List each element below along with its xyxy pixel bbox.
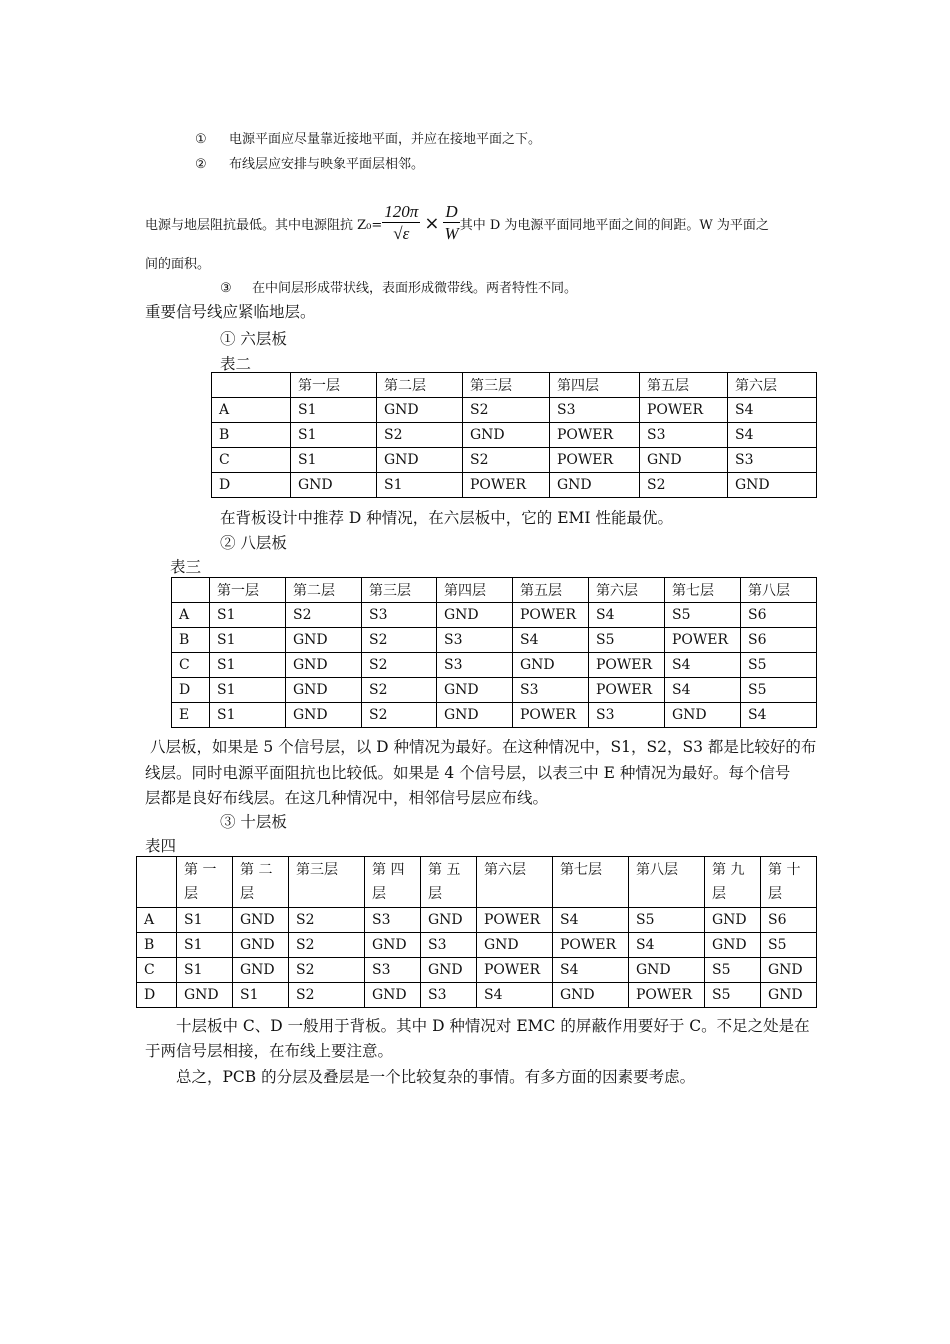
table-cell: A: [137, 908, 177, 933]
table-cell: S1: [210, 703, 286, 728]
table-cell: GND: [233, 958, 289, 983]
table-cell: S4: [665, 678, 741, 703]
table-cell: S4: [728, 398, 817, 423]
table-cell: E: [172, 703, 210, 728]
table-cell: POWER: [463, 473, 550, 498]
table-cell: GND: [365, 933, 421, 958]
table-cell: POWER: [665, 628, 741, 653]
table-cell: GND: [513, 653, 589, 678]
table-cell: GND: [421, 958, 477, 983]
table-row: [212, 448, 817, 473]
table-cell: POWER: [629, 983, 705, 1008]
table-cell: S5: [761, 933, 817, 958]
table-cell: GND: [421, 908, 477, 933]
table-cell: S2: [463, 398, 550, 423]
table-cell: S4: [629, 933, 705, 958]
table-header-cell: 第 九 层: [705, 857, 761, 908]
table-header-cell: 第 十 层: [761, 857, 817, 908]
table-header-cell: [212, 373, 291, 398]
formula-before: 电源与地层阻抗最低。其中电源阻抗 Z₀=: [145, 217, 383, 233]
table-cell: S3: [365, 908, 421, 933]
table-six-layer: [211, 372, 817, 498]
eight-layer-note-line-2: 线层。同时电源平面阻抗也比较低。如果是 4 个信号层，以表三中 E 种情况为最好。每个信号: [145, 764, 791, 782]
table-cell: S3: [365, 958, 421, 983]
table-header-cell: 第七层: [665, 578, 741, 603]
table-cell: S2: [289, 908, 365, 933]
table-cell: S2: [289, 983, 365, 1008]
table-cell: S5: [589, 628, 665, 653]
table-row: [172, 678, 817, 703]
table-cell: S5: [705, 958, 761, 983]
table-header-row: [172, 578, 817, 603]
table-cell: GND: [233, 908, 289, 933]
list-marker: ①: [195, 132, 207, 147]
table-cell: GND: [728, 473, 817, 498]
table-cell: S2: [362, 678, 437, 703]
table-cell: GND: [286, 703, 362, 728]
table3-caption: 表三: [170, 558, 202, 576]
list-marker: ②: [195, 157, 207, 172]
summary-line: 总之，PCB 的分层及叠层是一个比较复杂的事情。有多方面的因素要考虑。: [176, 1068, 696, 1086]
table-cell: S2: [362, 703, 437, 728]
table-header-cell: 第二层: [377, 373, 463, 398]
table-cell: GND: [640, 448, 728, 473]
table-header-cell: 第八层: [629, 857, 705, 908]
table-header-cell: 第五层: [640, 373, 728, 398]
table-eight-layer: [171, 577, 817, 728]
table-cell: D: [137, 983, 177, 1008]
table-cell: S4: [553, 908, 629, 933]
table-cell: S4: [513, 628, 589, 653]
table-header-cell: 第四层: [550, 373, 640, 398]
formula-after: 其中 D 为电源平面同地平面之间的间距。W 为平面之: [459, 217, 769, 233]
table-cell: GND: [286, 628, 362, 653]
formula-continuation: 间的面积。: [145, 257, 211, 272]
table-header-cell: 第四层: [437, 578, 513, 603]
table-row: [212, 423, 817, 448]
table-cell: S4: [728, 423, 817, 448]
table-header-cell: [172, 578, 210, 603]
table-header-cell: 第六层: [477, 857, 553, 908]
times-symbol: ×: [424, 212, 440, 234]
table-cell: GND: [761, 958, 817, 983]
table-cell: C: [172, 653, 210, 678]
list-item-3: [220, 277, 577, 296]
table-header-cell: 第 一 层: [177, 857, 233, 908]
table-header-cell: 第五层: [513, 578, 589, 603]
table-cell: GND: [463, 423, 550, 448]
table-cell: GND: [705, 933, 761, 958]
fraction-denominator: W: [444, 223, 459, 243]
table-cell: POWER: [550, 423, 640, 448]
list-item-1: [195, 128, 541, 147]
table-cell: GND: [550, 473, 640, 498]
table-cell: S3: [437, 653, 513, 678]
table-cell: S1: [177, 958, 233, 983]
table-cell: S1: [177, 933, 233, 958]
table-cell: C: [137, 958, 177, 983]
table-cell: S4: [665, 653, 741, 678]
table-cell: S4: [553, 958, 629, 983]
list-text: 布线层应安排与映象平面层相邻。: [228, 157, 424, 172]
eight-layer-note-line-1: 八层板，如果是 5 个信号层，以 D 种情况为最好。在这种情况中，S1，S2，S3 都是比较好的布: [150, 738, 817, 756]
table-cell: S4: [741, 703, 817, 728]
table-cell: GND: [177, 983, 233, 1008]
table-row: [212, 398, 817, 423]
table-cell: S3: [589, 703, 665, 728]
table-cell: S4: [589, 603, 665, 628]
table-cell: GND: [286, 678, 362, 703]
table-cell: S2: [640, 473, 728, 498]
table-cell: POWER: [477, 908, 553, 933]
list-marker: ③: [220, 281, 232, 296]
table-row: [212, 473, 817, 498]
table-cell: GND: [629, 958, 705, 983]
table-row: [137, 908, 817, 933]
ten-layer-note-line-1: 十层板中 C、D 一般用于背板。其中 D 种情况对 EMC 的屏蔽作用要好于 C。不足之处是在: [176, 1017, 810, 1035]
table-header-cell: 第三层: [289, 857, 365, 908]
table-header-cell: 第 四 层: [365, 857, 421, 908]
table-header-cell: 第一层: [291, 373, 377, 398]
table-cell: S1: [291, 448, 377, 473]
ten-layer-heading: ③ 十层板: [220, 813, 287, 831]
table-cell: S1: [291, 398, 377, 423]
table-row: [172, 628, 817, 653]
table-cell: POWER: [589, 653, 665, 678]
table-cell: S1: [210, 628, 286, 653]
fraction-numerator: D: [445, 201, 458, 221]
table-cell: GND: [437, 603, 513, 628]
table-cell: GND: [291, 473, 377, 498]
table-cell: GND: [437, 703, 513, 728]
table-cell: S2: [463, 448, 550, 473]
table-header-cell: 第八层: [741, 578, 817, 603]
table-cell: S2: [286, 603, 362, 628]
table-cell: GND: [665, 703, 741, 728]
table-cell: GND: [233, 933, 289, 958]
table-header-row: [137, 857, 817, 908]
fraction-impedance: [382, 202, 420, 245]
table-row: [137, 933, 817, 958]
table-header-cell: 第三层: [463, 373, 550, 398]
table-cell: GND: [377, 398, 463, 423]
table-cell: S6: [741, 628, 817, 653]
table-cell: S2: [289, 933, 365, 958]
table-cell: S2: [362, 628, 437, 653]
ten-layer-note-line-2: 于两信号层相接，在布线上要注意。: [145, 1042, 394, 1060]
list-text: 在中间层形成带状线，表面形成微带线。两者特性不同。: [251, 281, 577, 296]
table-header-cell: 第六层: [589, 578, 665, 603]
table-cell: B: [212, 423, 291, 448]
table-cell: S1: [377, 473, 463, 498]
table-header-cell: 第七层: [553, 857, 629, 908]
table-cell: POWER: [513, 703, 589, 728]
table-cell: POWER: [640, 398, 728, 423]
table-cell: S5: [741, 678, 817, 703]
table-header-cell: 第 五 层: [421, 857, 477, 908]
six-layer-note: 在背板设计中推荐 D 种情况，在六层板中，它的 EMI 性能最优。: [220, 509, 673, 527]
table-cell: B: [137, 933, 177, 958]
table-cell: C: [212, 448, 291, 473]
table-cell: S5: [705, 983, 761, 1008]
table-cell: S3: [513, 678, 589, 703]
table-header-cell: 第二层: [286, 578, 362, 603]
table-cell: S1: [233, 983, 289, 1008]
table-row: [172, 703, 817, 728]
fraction-numerator: 120π: [384, 201, 419, 221]
list-text: 电源平面应尽量靠近接地平面，并应在接地平面之下。: [228, 132, 541, 147]
table-header-row: [212, 373, 817, 398]
table-ten-layer: [136, 856, 817, 1008]
formula-line: [145, 200, 769, 246]
six-layer-heading: ① 六层板: [220, 330, 287, 348]
table-row: [137, 983, 817, 1008]
fraction-denominator: √ε: [393, 223, 410, 243]
table-cell: GND: [553, 983, 629, 1008]
table-cell: A: [212, 398, 291, 423]
table-cell: POWER: [477, 958, 553, 983]
table-cell: GND: [705, 908, 761, 933]
table-cell: POWER: [589, 678, 665, 703]
table-cell: S3: [362, 603, 437, 628]
table-cell: GND: [377, 448, 463, 473]
table-cell: S5: [741, 653, 817, 678]
list-item-2: [195, 153, 424, 172]
table4-caption: 表四: [145, 837, 177, 855]
eight-layer-heading: ② 八层板: [220, 534, 287, 552]
table-header-cell: 第 二 层: [233, 857, 289, 908]
table2-caption: 表二: [220, 355, 252, 373]
table-header-cell: 第一层: [210, 578, 286, 603]
table-cell: D: [212, 473, 291, 498]
table-cell: B: [172, 628, 210, 653]
table-cell: S4: [477, 983, 553, 1008]
table-cell: S1: [291, 423, 377, 448]
table-cell: S1: [210, 603, 286, 628]
table-cell: S5: [629, 908, 705, 933]
table-cell: S2: [289, 958, 365, 983]
table-cell: S2: [362, 653, 437, 678]
table-cell: S5: [665, 603, 741, 628]
table-cell: S6: [761, 908, 817, 933]
table-cell: S3: [437, 628, 513, 653]
table-cell: GND: [477, 933, 553, 958]
table-cell: A: [172, 603, 210, 628]
table-cell: POWER: [550, 448, 640, 473]
table-cell: S3: [640, 423, 728, 448]
table-cell: S3: [421, 983, 477, 1008]
table-cell: GND: [437, 678, 513, 703]
table-cell: S3: [550, 398, 640, 423]
fraction-distance: [443, 202, 459, 245]
table-cell: S6: [741, 603, 817, 628]
table-cell: S1: [210, 678, 286, 703]
important-line: 重要信号线应紧临地层。: [145, 303, 316, 321]
table-row: [172, 653, 817, 678]
table-cell: S2: [377, 423, 463, 448]
table-header-cell: 第六层: [728, 373, 817, 398]
table-cell: S3: [421, 933, 477, 958]
table-cell: POWER: [513, 603, 589, 628]
table-cell: S1: [210, 653, 286, 678]
table-cell: S1: [177, 908, 233, 933]
table-cell: GND: [761, 983, 817, 1008]
table-cell: GND: [286, 653, 362, 678]
table-header-cell: 第三层: [362, 578, 437, 603]
table-cell: GND: [365, 983, 421, 1008]
table-row: [137, 958, 817, 983]
table-row: [172, 603, 817, 628]
eight-layer-note-line-3: 层都是良好布线层。在这几种情况中，相邻信号层应布线。: [145, 789, 549, 807]
table-cell: S3: [728, 448, 817, 473]
table-cell: POWER: [553, 933, 629, 958]
table-header-cell: [137, 857, 177, 908]
table-cell: D: [172, 678, 210, 703]
